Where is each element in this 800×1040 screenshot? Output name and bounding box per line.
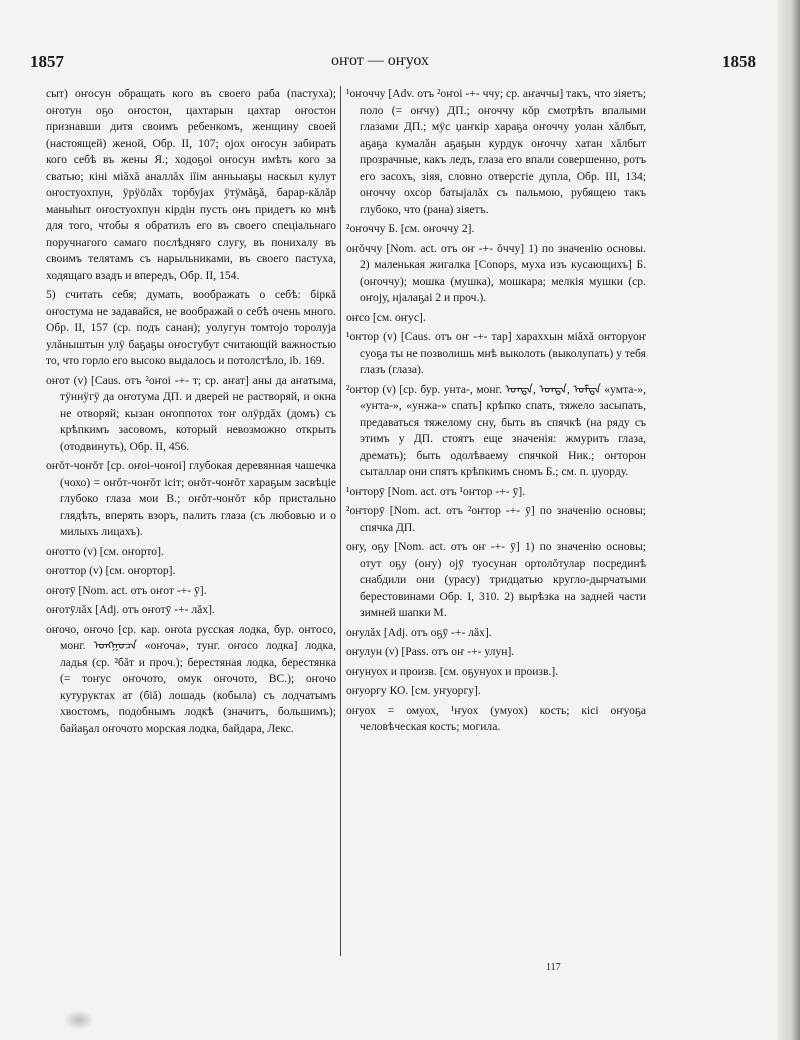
dictionary-entry: оҥотӯ [Nom. act. отъ оҥот -+- ӯ]. xyxy=(46,583,207,597)
dictionary-entry: оҥуоргу КО. [см. уҥуоргу]. xyxy=(346,684,481,697)
dictionary-entry: оҥоттор (v) [см. оҥортор]. xyxy=(46,564,176,577)
dictionary-entry: оҥунуох и произв. [см. оҕунуох и произв.]. xyxy=(346,664,559,678)
dictionary-entry: оҥŏт-чоҥŏт [ср. оҥоі-чоҥоі] глубокая деревянная чашечка (чохо) = оҥŏт-чоҥŏт ісіт; оҥŏт-чоҥŏт хараҕым засвѣціе глубоко глаза мои В.; оҥŏт-чоҥŏт кŏр пристально глядѣть, вперять взоръ, палить глаза (съ любовью и о милыхъ лицахъ). xyxy=(46,459,336,538)
library-stamp-smudge xyxy=(64,1010,94,1030)
dictionary-entry: ²оҥтор (v) [ср. бур. унта-, монг. ᠤᠨᠲᠠ, ᠤᠨᠳᠠ, ᠤᠮᠲᠠ «умта-», «уҥта-», «унжа-» спать] крѣпко спать, тяжело засыпать, предаваться тяжелому сну, быть въ спячкѣ (на ряду съ этимъ у ДП. стоятъ еще значенія: жмурить глаза, дремать); быть одолѣваему спячкой Ник.; оҥторон сыталлар они спятъ крѣпкимъ сномъ Б.; см. п. џуорду. xyxy=(346,382,646,478)
left-column xyxy=(46,86,336,991)
dictionary-entry: оҥулун (v) [Pass. отъ оҥ -+- улун]. xyxy=(346,645,515,658)
dictionary-entry: сыт) оҥосун обращать кого въ своего раба (пастуха); оҥотун оҕо оҥостон, цахтарын цахтар оҥостон признавши дитя своимъ ребенкомъ, женщину своей (настоящей) женой, Обр. II, 107; ојох оҥосун забирать кого себѣ въ жены Я.; ходоҕоі оҥосун имѣть кого за сватью; кіні міăхă аналлăх іĭім анньыаҕы наскыл кулут оҥостуохпун, ӱрӱӧлăх торбујах ӱтӱмăҕă, барар-кăлăр маныһыт оҥостуохпун кірдін пусть онъ придетъ ко мнѣ для того, чтобы я обратилъ его въ своего спеціальнаго поручнагого самаго послѣдняго слугу, въ понихалу въ своимъ телятамъ съ нарыльниками, въ своего пастуха, ходящаго взадъ и впередъ, Обр. II, 154. xyxy=(46,87,336,282)
dictionary-entry: оҥсо [см. оҥус]. xyxy=(346,310,426,324)
dictionary-entry: оҥот (v) [Caus. отъ ²оҥоі -+- т; ср. аҥат] аны да аҥатыма, тӱннӱгӱ да оҥотума ДП. и дверей не растворяй, и окна не отворяй; кызан оҥоппотох тоҥ олӱрдăх (домъ) съ крѣпкимъ засовомъ, который невозможно открыть (отодвинуть), Обр. II, 456. xyxy=(46,373,336,453)
dictionary-entry: оҥуох = омуох, ¹ҥуох (умуох) кость; кісі оҥуоҕа человѣческая кость; могила. xyxy=(346,703,646,733)
column-divider xyxy=(340,86,341,956)
signature-mark: 117 xyxy=(546,962,561,973)
dictionary-entry: оҥŏччу [Nom. act. отъ оҥ -+- ŏччу] 1) по значенію основы. 2) маленькая жигалка [Conops, муха изъ кусающихъ] Б. (оҥоччу); мошка (мушка), мошкара; мелкія мушки (ср. оҥоју, нјалаҕаі 2 и проч.). xyxy=(346,241,646,304)
dictionary-entry: 5) считать себя; думать, воображать о себѣ: біркă оҥостума не задавайся, не воображай о себѣ очень много. Обр. II, 157 (ср. подъ санан); уолугун томтојо торолуја улăныштын улӱ баҕаҕы оҥостубут считающій важностью то, что горло его высоко выдалось и потолстѣло, ib. 169. xyxy=(46,288,336,367)
dictionary-entry: ²оҥторӯ [Nom. act. отъ ²оҥтор -+- ӯ] по значенію основы; спячка ДП. xyxy=(346,504,646,534)
right-column xyxy=(346,86,646,956)
running-title: оҥот — оҥуох xyxy=(331,52,429,69)
dictionary-entry: ¹оҥторӯ [Nom. act. отъ ¹оҥтор -+- ӯ]. xyxy=(346,484,526,498)
dictionary-entry: оҥочо, оҥочо [ср. кар. оҥоtа русская лодка, бур. оҥгосо, монг. ᠣᠩᠭᠣᠴᠠ «оҥоча», тунг. оҥосо лодка] лодка, ладья (ср. ²бăт и проч.); берестяная лодка, берестянка (= тоҥус оҥочото, омук оҥочото, ВС.); оҥочо кутуруктах ат (біă) лошадь (кобыла) съ лодчатымъ хвостомъ, подобнымъ лодкѣ (значитъ, большимъ); байаҕал оҥочото морская лодка, байдара, Лекс. xyxy=(46,622,336,735)
dictionary-entry: ²оҥоччу Б. [см. оҥоччу 2]. xyxy=(346,222,475,235)
dictionary-entry: оҥотӯлăх [Adj. отъ оҥотӯ -+- лăх]. xyxy=(46,603,215,616)
dictionary-entry: ¹оҥоччу [Adv. отъ ²оҥоі -+- ччу; ср. аҥаччы] такъ, что зіяетъ; поло (= оҥчу) ДП.; оҥоччу кŏр смотрѣть впалыми глазами ДП.; мӱс џаҥкір хараҕа оҥоччу уолан хăлбыт, аҕаҕа кумалăн аҕаҕын курдук оҥоччу хатан хăлбыт прозрачные, какъ ледъ, глаза его впали совершенно, ротъ его засохъ, зіяя, словно отверстіе дупла, Обр. III, 134; оҥоччу охсор батыјалăх съ пальмою, рубящею такъ глубоко, что (рана) зіяетъ. xyxy=(346,87,646,216)
dictionary-entry: оҥу, оҕу [Nom. act. отъ оҥ -+- ӯ] 1) по значенію основы; отут оҕу (оҥу) ојӯ туосунан ортолŏтулар посрединѣ снабдили они (урасу) тридцатью кругло-дырчатыми берестовинами Обр. I, 310. 2) вырѣзка на задней части зимней шапки М. xyxy=(346,540,646,619)
page-number-right: 1858 xyxy=(722,52,756,71)
page-number-left: 1857 xyxy=(30,52,64,71)
dictionary-entry: ¹оҥтор (v) [Caus. отъ оҥ -+- тар] хараххын міăхă оҥторуоҥ суоҕа ты не позволишь мнѣ выколоть (выколупать) у тебя глазъ (глаза). xyxy=(346,330,646,376)
page-edge-shadow xyxy=(778,0,800,1040)
dictionary-entry: оҥотто (v) [см. оҥорто]. xyxy=(46,544,164,558)
dictionary-entry: оҥулăх [Adj. отъ оҕӯ -+- лăх]. xyxy=(346,625,492,639)
